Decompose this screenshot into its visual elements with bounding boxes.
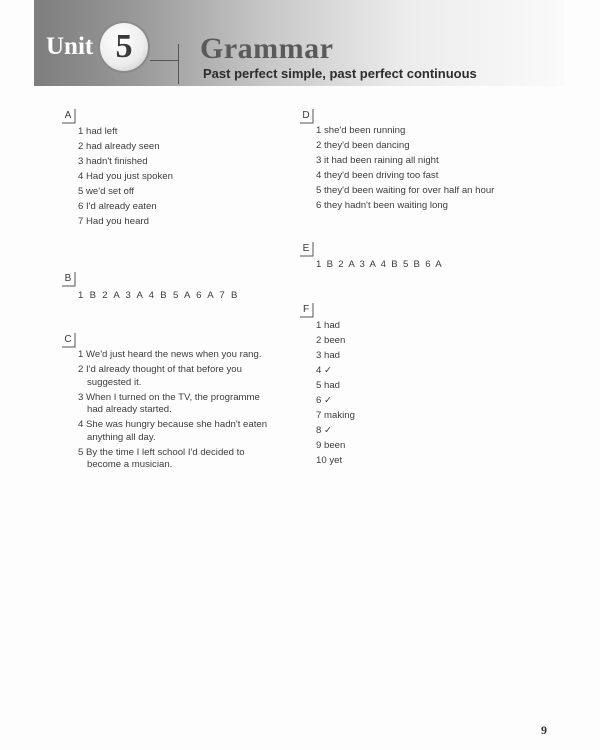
list-item-line: 5 By the time I left school I'd decided to (78, 446, 245, 458)
list-item (78, 392, 267, 417)
title-rule (150, 60, 178, 61)
list-item-line: 1 We'd just heard the news when you rang. (78, 349, 262, 360)
page-title: Grammar (200, 32, 334, 65)
list-item: 3 it had been raining all night (316, 155, 439, 166)
list-item-continuation: anything all day. (87, 431, 156, 443)
section-a-letter: A (64, 109, 72, 121)
list-item: 7 Had you heard (78, 216, 149, 227)
list-item: 1 had left (78, 126, 118, 137)
section-f-label (298, 302, 314, 318)
list-item-continuation: become a musician. (87, 459, 173, 471)
section-b-letter: B (64, 272, 72, 284)
list-item: 9 been (316, 440, 346, 451)
list-item: 6 I'd already eaten (78, 201, 157, 212)
list-item: 5 had (316, 380, 341, 391)
section-c-label (60, 332, 76, 348)
list-item (78, 364, 267, 389)
section-f-list (316, 318, 355, 468)
page-number: 9 (541, 723, 547, 737)
list-item: 10 yet (316, 455, 343, 466)
list-item-continuation: suggested it. (87, 376, 142, 388)
list-item: 4 ✓ (316, 365, 333, 376)
section-d-label (298, 108, 314, 124)
page-subtitle: Past perfect simple, past perfect continuous (203, 66, 477, 81)
unit-number-badge: 5 (100, 23, 148, 71)
section-b-answers: 1 B 2 A 3 A 4 B 5 A 6 A 7 B (78, 290, 238, 301)
list-item: 1 had (316, 320, 341, 331)
list-item: 2 been (316, 335, 346, 346)
list-item: 4 they'd been driving too fast (316, 170, 439, 181)
list-item-continuation: had already started. (87, 404, 172, 416)
list-item: 4 Had you just spoken (78, 171, 173, 182)
list-item: 2 had already seen (78, 141, 160, 152)
section-c-letter: C (64, 333, 72, 345)
section-f-letter: F (302, 303, 310, 315)
list-item: 1 she'd been running (316, 125, 406, 136)
list-item: 7 making (316, 410, 355, 421)
section-e-label (298, 241, 314, 257)
list-item (78, 349, 267, 362)
list-item-line: 4 She was hungry because she hadn't eaten (78, 419, 268, 431)
section-d-letter: D (302, 109, 310, 121)
list-item: 5 they'd been waiting for over half an hour (316, 185, 495, 196)
list-item (78, 447, 267, 472)
list-item: 8 ✓ (316, 425, 333, 436)
section-a-label (60, 108, 76, 124)
section-c-list (78, 349, 267, 474)
section-d-list (316, 123, 494, 213)
title-divider (178, 44, 179, 84)
list-item: 2 they'd been dancing (316, 140, 410, 151)
section-e-letter: E (302, 242, 310, 254)
list-item (78, 419, 267, 444)
list-item: 3 hadn't finished (78, 156, 148, 167)
list-item-line: 3 When I turned on the TV, the programme (78, 391, 260, 403)
list-item: 3 had (316, 350, 341, 361)
list-item-line: 2 I'd already thought of that before you (78, 364, 242, 376)
list-item: 6 ✓ (316, 395, 333, 406)
section-a-list (78, 124, 173, 229)
list-item: 5 we'd set off (78, 186, 135, 197)
unit-label: Unit (46, 33, 94, 60)
section-e-answers: 1 B 2 A 3 A 4 B 5 B 6 A (316, 259, 442, 270)
section-b-label (60, 271, 76, 287)
list-item: 6 they hadn't been waiting long (316, 200, 448, 211)
